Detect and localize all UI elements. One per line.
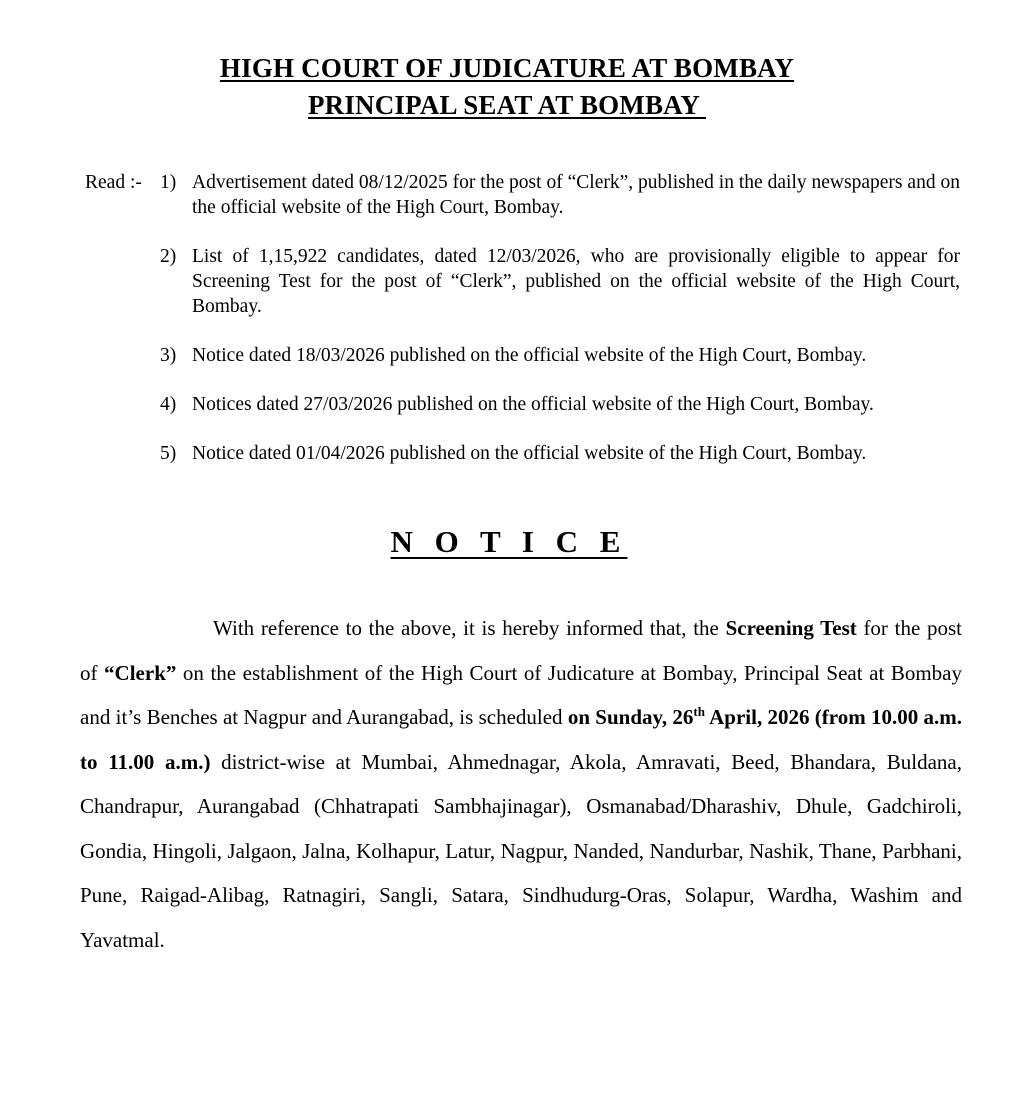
read-references-block [0,170,1014,466]
read-item-text: Notices dated 27/03/2026 published on the official website of the High Court, Bombay. [192,394,874,415]
document-header [0,0,1014,124]
read-item-text: Advertisement dated 08/12/2025 for the post of “Clerk”, published in the daily newspapers and on the official website of the High Court, Bombay. [192,172,960,218]
read-item-number: 5) [160,443,177,464]
court-name-line-2 [0,87,1014,124]
exam-date-text: on Sunday, 26 [567,705,694,729]
read-item-text: Notice dated 01/04/2026 published on the official website of the High Court, Bombay. [192,443,867,464]
read-item-5 [85,441,960,466]
read-item-4 [85,392,960,417]
body-text-part-1: With reference to the above, it is hereby informed that, the [213,616,726,640]
read-item-3 [85,343,960,368]
court-name-line-1 [0,50,1014,87]
read-item-number: 1) [160,172,177,193]
read-item-text: List of 1,15,922 candidates, dated 12/03/2026, who are provisionally eligible to appear for Screening Test for the post of “Clerk”, published on the official website of the High Court, Bombay. [192,246,960,317]
body-text-part-3: on the establishment of the High Court of Judicature at Bombay, Principal Seat at Bombay and it’s Benches at Nagpur and Aurangabad, is scheduled [80,660,962,729]
body-bold-clerk: “Clerk” [104,660,177,685]
body-text-part-2: for the post of [80,616,962,685]
read-item-1 [85,170,960,220]
ordinal-suffix: th [693,704,705,719]
read-item-number: 2) [160,246,177,267]
body-bold-screening-test: Screening Test [725,616,857,640]
court-name-line-2-text: PRINCIPAL SEAT AT BOMBAY [307,90,707,120]
court-name-line-1-text: HIGH COURT OF JUDICATURE AT BOMBAY [219,53,795,83]
exam-time-text: April, 2026 (from 10.00 a.m. to 11.00 a.m.) [80,705,962,774]
body-text-part-4-districts: district-wise at Mumbai, Ahmednagar, Akola, Amravati, Beed, Bhandara, Buldana, Chandrapur, Aurangabad (Chhatrapati Sambhajinagar), Osmanabad/Dharashiv, Dhule, Gadchiroli, Gondia, Hingoli, Jalgaon, Jalna, Kolhapur, Latur, Nagpur, Nanded, Nandurbar, Nashik, Thane, Parbhani, Pune, Raigad-Alibag, Ratnagiri, Sangli, Satara, Sindhudurg-Oras, Solapur, Wardha, Washim and Yavatmal. [80,749,962,952]
read-item-number: 4) [160,394,177,415]
notice-heading-text: N O T I C E [390,524,628,559]
notice-body-paragraph [80,606,962,962]
notice-heading [0,524,1014,560]
read-item-2 [85,244,960,319]
read-label: Read :- [85,172,142,193]
read-item-text: Notice dated 18/03/2026 published on the official website of the High Court, Bombay. [192,345,867,366]
read-item-number: 3) [160,345,177,366]
